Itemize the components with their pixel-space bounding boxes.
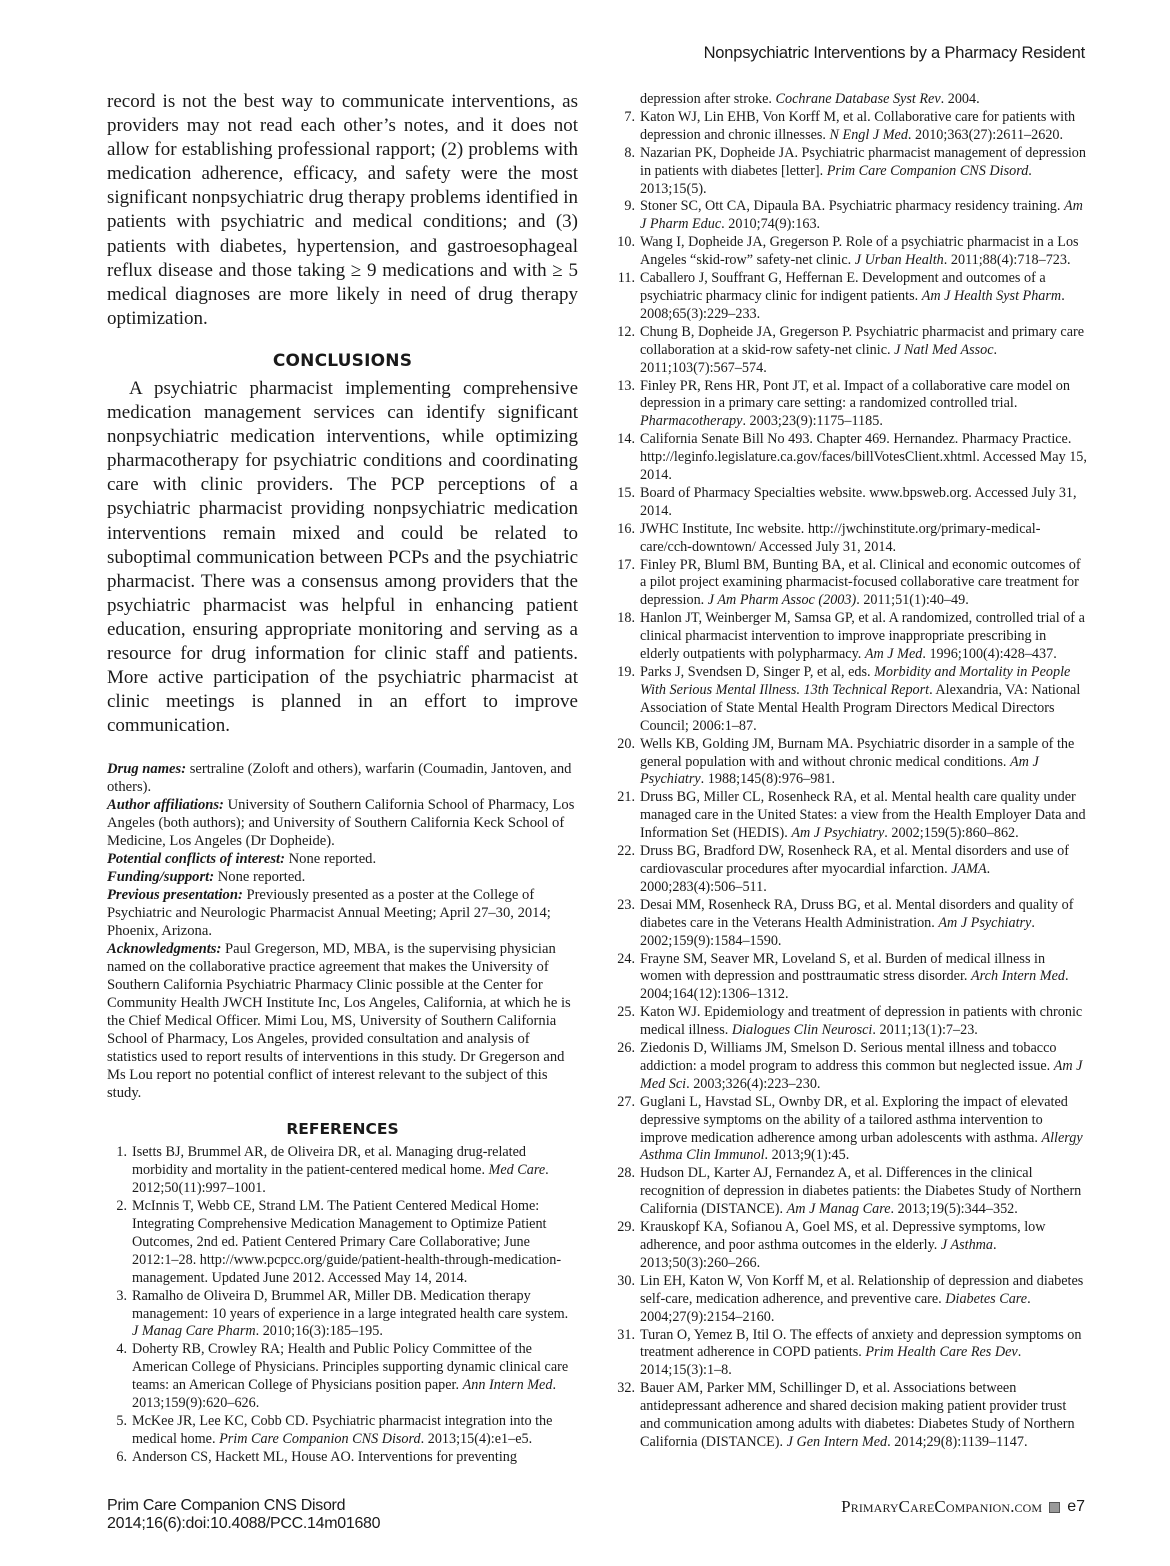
- reference-journal: Prim Care Companion CNS Disord: [219, 1430, 421, 1447]
- reference-text: Hudson DL, Karter AJ, Fernandez A, et al. Differences in the clinical recognition of depression in diabetes patients: the Diabetes Study of Northern California (DISTANCE).: [640, 1165, 1082, 1218]
- reference-number: 30.: [617, 1272, 635, 1289]
- reference-item: [107, 1413, 578, 1449]
- reference-details: . 2013;15(5).: [640, 162, 1032, 197]
- reference-details: . 2010;16(3):185–195.: [255, 1323, 383, 1340]
- reference-details: . 2013;50(3):260–266.: [640, 1237, 997, 1271]
- left-column: [107, 90, 578, 1467]
- reference-details: . 2012;50(11):997–1001.: [132, 1162, 549, 1197]
- footer-journal: Prim Care Companion CNS Disord: [107, 1497, 346, 1514]
- note-acknowledgments: Acknowledgments: Paul Gregerson, MD, MBA, is the supervising physician named on the collaborative practice agreement that makes the University of Southern California Psychiatric Pharmacy Clinic possible at the Center for Community Health JWCH Institute Inc, Los Angeles, California, at which he is the Chief Medical Officer. Mimi Lou, MS, University of Southern California School of Pharmacy, Los Angeles, provided consultation and analysis of statistics used to report results of interventions in this study. Dr Gregerson and Ms Lou report no potential conflict of interest relevant to the subject of this study.: [107, 941, 571, 1102]
- footer-doi: 2014;16(6):doi:10.4088/PCC.14m01680: [107, 1515, 381, 1532]
- reference-details: . 2011;103(7):567–574.: [640, 341, 998, 376]
- reference-journal: Dialogues Clin Neurosci: [731, 1022, 873, 1039]
- reference-number: 9.: [624, 198, 635, 215]
- reference-number: 17.: [617, 556, 635, 573]
- reference-item: [107, 1144, 578, 1198]
- reference-item: [612, 1004, 1088, 1040]
- reference-item: [612, 951, 1088, 1005]
- reference-text: Stoner SC, Ott CA, Dipaula BA. Psychiatric pharmacy residency training.: [640, 198, 1064, 215]
- reference-number: 24.: [617, 950, 635, 967]
- note-drug-names: Drug names: sertraline (Zoloft and others), warfarin (Coumadin, Jantoven, and others).: [107, 761, 572, 796]
- reference-details: . 2013;15(4):e1–e5.: [420, 1430, 533, 1447]
- right-column: [612, 91, 1088, 1452]
- reference-journal: J Manag Care Pharm: [132, 1323, 256, 1340]
- reference-text: Druss BG, Miller CL, Rosenheck RA, et al. Mental health care quality under managed care in the United States: a view from the Health Employer Data and Information Set (HEDIS).: [640, 789, 1086, 842]
- reference-text: Doherty RB, Crowley RA; Health and Public Policy Committee of the American College of Physicians. Principles supporting dynamic clinical care teams: an American College of Physicians position paper.: [132, 1341, 569, 1394]
- reference-text: Frayne SM, Seaver MR, Loveland S, et al. Burden of medical illness in women with depression and posttraumatic stress disorder.: [640, 950, 1046, 985]
- reference-number: 2.: [116, 1198, 127, 1215]
- reference-text: Guglani L, Havstad SL, Ownby DR, et al. Exploring the impact of elevated depressive symptoms on the ability of a tailored asthma intervention to improve medication adherence among urban adolescents with asthma.: [640, 1093, 1068, 1146]
- reference-number: 6.: [116, 1448, 127, 1465]
- reference-details: . 2014;15(3):1–8.: [640, 1344, 1022, 1379]
- reference-text: Krauskopf KA, Sofianou A, Goel MS, et al. Depressive symptoms, low adherence, and poor asthma outcomes in the elderly.: [640, 1219, 1046, 1253]
- reference-details: . 2013;9(1):45.: [764, 1147, 850, 1164]
- reference-item: [612, 521, 1088, 557]
- reference-item: [612, 843, 1088, 897]
- reference-details: . Alexandria, VA: National Association of State Mental Health Program Directors Medical Directors Council; 2006:1–87.: [640, 681, 1081, 734]
- note-funding: Funding/support: None reported.: [107, 869, 306, 886]
- reference-text: Ziedonis D, Williams JM, Smelson D. Serious mental illness and tobacco addiction: a model program to address this common but neglected issue.: [640, 1040, 1057, 1074]
- reference-item: [612, 736, 1088, 790]
- reference-text: Nazarian PK, Dopheide JA. Psychiatric pharmacist management of depression in patients with diabetes [letter].: [640, 144, 1086, 179]
- references-heading: REFERENCES: [286, 1120, 399, 1139]
- reference-number: 10.: [617, 234, 635, 251]
- reference-item: [107, 1341, 578, 1413]
- reference-item: [612, 557, 1088, 611]
- reference-text: Turan O, Yemez B, Itil O. The effects of anxiety and depression symptoms on treatment adherence in COPD patients.: [640, 1326, 1082, 1361]
- reference-text: Parks J, Svendsen D, Singer P, et al, eds.: [640, 664, 875, 680]
- reference-item: [612, 1219, 1088, 1273]
- reference-journal: J Asthma: [940, 1237, 994, 1253]
- reference-journal: Ann Intern Med: [462, 1377, 553, 1394]
- reference-details: . 1988;145(8):976–981.: [700, 771, 836, 788]
- reference-journal: Am J Psychiatry: [791, 825, 885, 842]
- reference-number: 11.: [617, 270, 635, 287]
- reference-journal: Arch Intern Med: [970, 968, 1066, 985]
- reference-item: [612, 145, 1088, 199]
- reference-text: Isetts BJ, Brummel AR, de Oliveira DR, et al. Managing drug-related morbidity and mortality in the patient-centered medical home.: [132, 1144, 527, 1179]
- footer-site: [841, 1497, 1085, 1517]
- reference-number: 1.: [116, 1144, 127, 1161]
- reference-number: 12.: [617, 323, 635, 340]
- reference-details: . 2008;65(3):229–233.: [640, 287, 1065, 322]
- reference-text: Wells KB, Golding JM, Burnam MA. Psychiatric disorder in a sample of the general population with and without chronic medical conditions.: [640, 735, 1075, 770]
- reference-item: [107, 1198, 578, 1288]
- reference-number: 28.: [617, 1165, 635, 1182]
- reference-list-right: [612, 109, 1088, 1452]
- reference-item: [612, 1273, 1088, 1327]
- reference-number: 26.: [617, 1040, 635, 1057]
- reference-list-left: [107, 1144, 578, 1466]
- reference-details: . 2013;19(5):344–352.: [890, 1201, 1018, 1218]
- reference-number: 3.: [116, 1287, 127, 1304]
- reference-journal: Diabetes Care: [945, 1290, 1028, 1307]
- footer-citation: [107, 1497, 380, 1533]
- note-previous-presentation: Previous presentation: Previously presented as a poster at the College of Psychiatric and Neurologic Pharmacist Annual Meeting; April 27–30, 2014; Phoenix, Arizona.: [107, 887, 551, 940]
- reference-journal: J Am Pharm Assoc (2003): [707, 592, 857, 609]
- reference-number: 20.: [617, 735, 635, 752]
- reference-number: 23.: [617, 896, 635, 913]
- reference-item: [612, 897, 1088, 951]
- reference-text: Hanlon JT, Weinberger M, Samsa GP, et al. A randomized, controlled trial of a clinical pharmacist intervention to improve inappropriate prescribing in elderly outpatients with polypharmacy.: [640, 610, 1085, 663]
- reference-item: [612, 378, 1088, 432]
- reference-item: [612, 431, 1088, 485]
- discussion-paragraph: record is not the best way to communicate interventions, as providers may not read each other’s notes, and it does not allow for establishing professional rapport; (2) problems with medication adherence, efficacy, and safety were the most significant nonpsychiatric drug therapy problems identified in patients with psychiatric and medical conditions; and (3) patients with diabetes, hypertension, and gastroesophageal reflux disease and those taking ≥ 9 medications and with ≥ 5 medical diagnoses are more likely in need of drug therapy optimization.: [107, 91, 578, 329]
- reference-journal: Pharmacotherapy: [640, 413, 743, 430]
- reference-journal: Am J Health Syst Pharm: [921, 287, 1062, 304]
- reference-text: Druss BG, Bradford DW, Rosenheck RA, et al. Mental disorders and use of cardiovascular procedures after myocardial infarction.: [640, 843, 1069, 877]
- reference-journal: Prim Health Care Res Dev: [865, 1344, 1018, 1361]
- reference-6-continuation: depression after stroke. Cochrane Database Syst Rev. 2004.: [640, 91, 980, 107]
- note-author-affiliations: Author affiliations: University of Southern California School of Pharmacy, Los Angeles (both authors); and University of Southern California Keck School of Medicine, Los Angeles (Dr Dopheide).: [107, 797, 575, 850]
- reference-number: 14.: [617, 431, 635, 448]
- reference-text: Wang I, Dopheide JA, Gregerson P. Role of a psychiatric pharmacist in a Los Angeles “skid-row” safety-net clinic.: [640, 234, 1079, 269]
- reference-number: 22.: [617, 843, 635, 860]
- reference-journal: J Natl Med Assoc: [894, 341, 994, 358]
- reference-number: 15.: [617, 484, 635, 501]
- reference-number: 25.: [617, 1004, 635, 1021]
- reference-text: Chung B, Dopheide JA, Gregerson P. Psychiatric pharmacist and primary care collaboration at a skid-row safety-net clinic.: [640, 323, 1085, 358]
- reference-text: California Senate Bill No 493. Chapter 469. Hernandez. Pharmacy Practice. http://leginfo.legislature.ca.gov/faces/billVotesClient.xhtml. Accessed May 15, 2014.: [640, 431, 1087, 484]
- reference-journal: Am J Manag Care: [786, 1201, 891, 1218]
- reference-text: Caballero J, Souffrant G, Heffernan E. Development and outcomes of a psychiatric pharmacy clinic for indigent patients.: [640, 270, 1046, 304]
- reference-number: 29.: [617, 1219, 635, 1236]
- reference-text: Ramalho de Oliveira D, Brummel AR, Miller DB. Medication therapy management: 10 years of experience in a large integrated health care system.: [132, 1287, 569, 1322]
- reference-details: . 2004;164(12):1306–1312.: [640, 968, 1069, 1003]
- reference-text: Desai MM, Rosenheck RA, Druss BG, et al. Mental disorders and quality of diabetes care in the Veterans Health Administration.: [640, 896, 1074, 931]
- reference-number: 27.: [617, 1093, 635, 1110]
- reference-details: . 2014;29(8):1139–1147.: [887, 1433, 1028, 1450]
- reference-number: 7.: [624, 108, 635, 125]
- reference-text: Katon WJ. Epidemiology and treatment of depression in patients with chronic medical illness.: [640, 1004, 1083, 1039]
- reference-journal: Am J Med: [864, 646, 923, 663]
- reference-text: Finley PR, Rens HR, Pont JT, et al. Impact of a collaborative care model on depression in a primary care setting: a randomized controlled trial.: [640, 377, 1070, 412]
- reference-journal: J Urban Health: [854, 252, 944, 269]
- reference-item: [107, 1449, 578, 1467]
- reference-item: [107, 1288, 578, 1342]
- running-title: Nonpsychiatric Interventions by a Pharmacy Resident: [703, 44, 1085, 62]
- reference-number: 18.: [617, 610, 635, 627]
- reference-text: Lin EH, Katon W, Von Korff M, et al. Relationship of depression and diabetes self-care, medication adherence, and preventive care.: [640, 1272, 1084, 1307]
- square-bullet-icon: [1049, 1502, 1060, 1513]
- conclusions-heading: CONCLUSIONS: [272, 350, 413, 371]
- reference-journal: Med Care: [488, 1162, 546, 1179]
- reference-details: . 2000;283(4):506–511.: [640, 860, 991, 895]
- reference-item: [612, 109, 1088, 145]
- reference-item: [612, 1327, 1088, 1381]
- reference-number: 19.: [617, 664, 635, 680]
- reference-journal: Allergy Asthma Clin Immunol: [640, 1129, 1083, 1164]
- reference-text: Anderson CS, Hackett ML, House AO. Interventions for preventing: [132, 1448, 517, 1465]
- reference-journal: JAMA: [951, 860, 987, 877]
- reference-text: Board of Pharmacy Specialties website. www.bpsweb.org. Accessed July 31, 2014.: [640, 484, 1077, 519]
- reference-item: [612, 1040, 1088, 1094]
- reference-number: 8.: [624, 144, 635, 161]
- reference-details: . 2010;363(27):2611–2620.: [907, 126, 1064, 143]
- reference-details: . 2002;159(9):1584–1590.: [640, 914, 1035, 949]
- reference-number: 16.: [617, 520, 635, 537]
- reference-text: JWHC Institute, Inc website. http://jwchinstitute.org/primary-medical-care/cch-downtown/ Accessed July 31, 2014.: [640, 520, 1041, 555]
- page-number: e7: [1067, 1498, 1085, 1515]
- reference-journal: Morbidity and Mortality in People With Serious Mental Illness. 13th Technical Report: [640, 664, 1071, 698]
- reference-item: [612, 270, 1088, 324]
- reference-item: [612, 234, 1088, 270]
- reference-details: . 2010;74(9):163.: [721, 216, 821, 233]
- website-link[interactable]: PrimaryCareCompanion.com: [841, 1497, 1043, 1516]
- reference-details: . 2004;27(9):2154–2160.: [640, 1290, 1031, 1325]
- note-conflicts: Potential conflicts of interest: None reported.: [107, 851, 377, 868]
- reference-item: [612, 1165, 1088, 1219]
- reference-number: 13.: [617, 377, 635, 394]
- reference-text: McKee JR, Lee KC, Cobb CD. Psychiatric pharmacist integration into the medical home.: [132, 1412, 553, 1447]
- reference-number: 32.: [617, 1380, 635, 1397]
- reference-item: [612, 198, 1088, 234]
- reference-item: [612, 324, 1088, 378]
- reference-text: Finley PR, Bluml BM, Bunting BA, et al. Clinical and economic outcomes of a pilot project examining pharmacist-focused collaborative care treatment for depression.: [640, 556, 1081, 609]
- reference-number: 5.: [116, 1412, 127, 1429]
- reference-details: . 2011;13(1):7–23.: [872, 1022, 978, 1039]
- reference-details: . 2003;23(9):1175–1185.: [742, 413, 883, 430]
- reference-item: [612, 485, 1088, 521]
- reference-journal: N Engl J Med: [829, 126, 908, 143]
- reference-item: [612, 664, 1088, 736]
- reference-journal: J Gen Intern Med: [786, 1433, 888, 1450]
- reference-details: . 2011;88(4):718–723.: [943, 252, 1071, 269]
- reference-text: McInnis T, Webb CE, Strand LM. The Patient Centered Medical Home: Integrating Comprehensive Medication Management to Optimize Patient Outcomes, 2nd ed. Patient Centered Primary Care Collaborative; June 2012:1–28. http://www.pcpcc.org/guide/patient-health-through-medication-management. Updated June 2012. Accessed May 14, 2014.: [132, 1198, 562, 1286]
- reference-details: . 1996;100(4):428–437.: [922, 646, 1057, 663]
- reference-journal: Am J Pharm Educ: [640, 198, 1083, 233]
- conclusions-paragraph: A psychiatric pharmacist implementing comprehensive medication management services can identify significant nonpsychiatric medication interventions, while optimizing pharmacotherapy for psychiatric conditions and coordinating care with clinic providers. The PCP perceptions of a psychiatric pharmacist providing nonpsychiatric medication interventions remain mixed and could be related to suboptimal communication between PCPs and the psychiatric pharmacist. There was a consensus among providers that the psychiatric pharmacist was helpful in enhancing patient education, ensuring appropriate monitoring and serving as a resource for drug information for clinic staff and patients. More active participation of the psychiatric pharmacist at clinic meetings is planned in an effort to improve communication.: [107, 377, 578, 737]
- reference-item: [612, 1094, 1088, 1166]
- reference-number: 21.: [617, 789, 635, 806]
- article-notes: [107, 760, 578, 1102]
- reference-journal: Am J Med Sci: [640, 1057, 1083, 1092]
- reference-number: 31.: [617, 1326, 635, 1343]
- reference-journal: Am J Psychiatry: [938, 914, 1032, 931]
- reference-text: Katon WJ, Lin EHB, Von Korff M, et al. Collaborative care for patients with depression and chronic illnesses.: [640, 108, 1076, 143]
- reference-item: [612, 610, 1088, 664]
- reference-number: 4.: [116, 1341, 127, 1358]
- reference-item: [612, 1380, 1088, 1452]
- reference-text: Bauer AM, Parker MM, Schillinger D, et al. Associations between antidepressant adherence and shared decision making patient provider trust and communication among adults with diabetes: Diabetes Study of Northern California (DISTANCE).: [640, 1380, 1075, 1450]
- reference-details: . 2002;159(5):860–862.: [884, 825, 1019, 842]
- reference-journal: Am J Psychiatry: [640, 753, 1039, 788]
- reference-details: . 2003;326(4):223–230.: [686, 1075, 821, 1092]
- reference-details: . 2013;159(9):620–626.: [132, 1377, 556, 1412]
- reference-journal: Prim Care Companion CNS Disord: [826, 162, 1029, 179]
- reference-item: [612, 789, 1088, 843]
- reference-details: . 2011;51(1):40–49.: [856, 592, 969, 609]
